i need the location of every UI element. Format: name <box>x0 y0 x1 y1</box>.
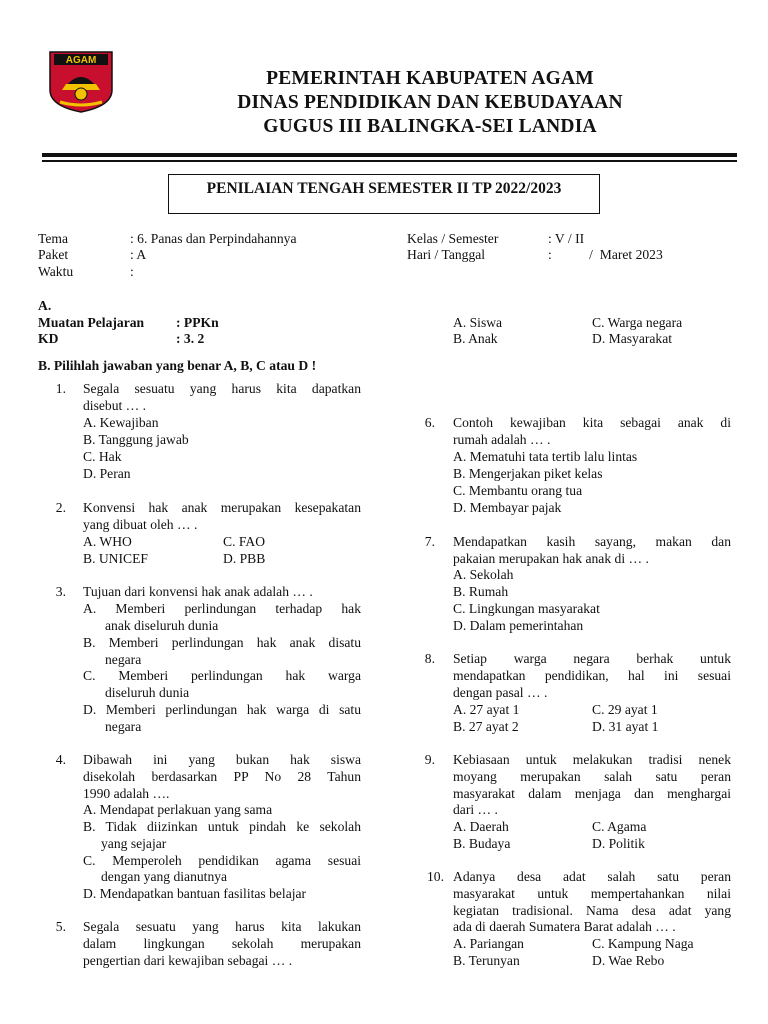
section-a-label: A. <box>38 298 52 313</box>
q4-option-b-line-1: B. Tidak diizinkan untuk pindah ke sekolah <box>83 819 361 834</box>
q2-option-a: A. WHO <box>83 534 132 549</box>
q2-option-c: C. FAO <box>223 534 266 549</box>
q9-option-c: C. Agama <box>592 819 647 834</box>
q3-option-a-line-1: A. Memberi perlindungan terhadap hak <box>83 601 361 616</box>
q1-option-d: D. Peran <box>83 466 131 481</box>
q9-line-3: masyarakat dalam menjaga dan menghargai <box>453 786 731 801</box>
q10-number: 10. <box>427 869 444 884</box>
q2-option-b: B. UNICEF <box>83 551 148 566</box>
q8-option-c: C. 29 ayat 1 <box>592 702 658 717</box>
q3-option-c-line-2: diseluruh dunia <box>105 685 190 700</box>
q6-number: 6. <box>424 415 435 430</box>
q4-option-c-line-2: dengan yang dianutnya <box>101 869 228 884</box>
q2-line-1: Konvensi hak anak merupakan kesepakatan <box>83 500 361 515</box>
logo-text: AGAM <box>65 55 97 66</box>
q6-option-c: C. Membantu orang tua <box>453 483 583 498</box>
muatan-value: : PPKn <box>176 315 219 330</box>
q5-option-d: D. Masyarakat <box>592 331 673 346</box>
hari-value: : / Maret 2023 <box>548 247 663 262</box>
kelas-label: Kelas / Semester <box>407 231 499 246</box>
q3-option-b-line-2: negara <box>105 652 142 667</box>
q4-line-3: 1990 adalah …. <box>83 786 170 801</box>
q3-line-1: Tujuan dari konvensi hak anak adalah … . <box>83 584 313 599</box>
q9-option-b: B. Budaya <box>453 836 511 851</box>
waktu-value: : <box>130 264 134 279</box>
q10-option-a: A. Pariangan <box>453 936 524 951</box>
q1-option-b: B. Tanggung jawab <box>83 432 189 447</box>
q7-option-d: D. Dalam pemerintahan <box>453 618 584 633</box>
q6-line-1: Contoh kewajiban kita sebagai anak di <box>453 415 731 430</box>
q3-option-a-line-2: anak diseluruh dunia <box>105 618 219 633</box>
muatan-label: Muatan Pelajaran <box>38 315 145 330</box>
q5-option-b: B. Anak <box>453 331 498 346</box>
q3-option-b-line-1: B. Memberi perlindungan hak anak disatu <box>83 635 361 650</box>
q9-line-2: moyang merupakan salah satu peran <box>453 769 731 784</box>
q7-line-1: Mendapatkan kasih sayang, makan dan <box>453 534 731 549</box>
q2-number: 2. <box>55 500 66 515</box>
q6-line-2: rumah adalah … . <box>453 432 551 447</box>
q10-option-d: D. Wae Rebo <box>592 953 665 968</box>
q5-option-c: C. Warga negara <box>592 315 683 330</box>
q2-line-2: yang dibuat oleh … . <box>83 517 198 532</box>
q4-option-d: D. Mendapatkan bantuan fasilitas belajar <box>83 886 307 901</box>
header-line-3: GUGUS III BALINGKA-SEI LANDIA <box>263 116 597 137</box>
q8-option-a: A. 27 ayat 1 <box>453 702 520 717</box>
kelas-value: : V / II <box>548 231 585 246</box>
q7-option-b: B. Rumah <box>453 584 509 599</box>
q7-option-c: C. Lingkungan masyarakat <box>453 601 600 616</box>
q7-number: 7. <box>424 534 435 549</box>
q9-option-a: A. Daerah <box>453 819 509 834</box>
q10-line-3: kegiatan tradisional. Nama desa adat yang <box>453 903 731 918</box>
q3-option-d-line-1: D. Memberi perlindungan hak warga di satu <box>83 702 361 717</box>
q4-option-c-line-1: C. Memperoleh pendidikan agama sesuai <box>83 853 361 868</box>
q2-option-d: D. PBB <box>223 551 266 566</box>
q1-line-2: disebut … . <box>83 398 147 413</box>
header-rule-thick <box>42 153 737 157</box>
q5-line-2: dalam lingkungan sekolah merupakan <box>83 936 361 951</box>
agam-logo <box>48 50 114 114</box>
q10-line-1: Adanya desa adat salah satu peran <box>453 869 731 884</box>
q5-option-a: A. Siswa <box>453 315 503 330</box>
exam-title: PENILAIAN TENGAH SEMESTER II TP 2022/2023 <box>206 180 562 197</box>
q10-line-2: masyarakat untuk mempertahankan nilai <box>453 886 731 901</box>
q8-line-3: dengan pasal … . <box>453 685 548 700</box>
q3-number: 3. <box>55 584 66 599</box>
q9-option-d: D. Politik <box>592 836 645 851</box>
q8-option-b: B. 27 ayat 2 <box>453 719 519 734</box>
waktu-label: Waktu <box>38 264 74 279</box>
q8-number: 8. <box>424 651 435 666</box>
q1-number: 1. <box>55 381 66 396</box>
paket-label: Paket <box>38 247 69 262</box>
q10-line-4: ada di daerah Sumatera Barat adalah … . <box>453 919 676 934</box>
q4-line-2: disekolah berdasarkan PP No 28 Tahun <box>83 769 361 784</box>
q5-line-3: pengertian dari kewajiban sebagai … . <box>83 953 293 968</box>
instruction: B. Pilihlah jawaban yang benar A, B, C atau D ! <box>38 358 317 373</box>
q4-option-a: A. Mendapat perlakuan yang sama <box>83 802 273 817</box>
q6-option-b: B. Mengerjakan piket kelas <box>453 466 603 481</box>
q3-option-d-line-2: negara <box>105 719 142 734</box>
q3-option-c-line-1: C. Memberi perlindungan hak warga <box>83 668 361 683</box>
q7-line-2: pakaian merupakan hak anak di … . <box>453 551 649 566</box>
tema-value: : 6. Panas dan Perpindahannya <box>130 231 297 246</box>
paket-value: : A <box>130 247 147 262</box>
kd-value: : 3. 2 <box>176 331 205 346</box>
q1-option-c: C. Hak <box>83 449 122 464</box>
q4-option-b-line-2: yang sejajar <box>101 836 167 851</box>
header-rule-thin <box>42 160 737 162</box>
q1-line-1: Segala sesuatu yang harus kita dapatkan <box>83 381 361 396</box>
q5-line-1: Segala sesuatu yang harus kita lakukan <box>83 919 361 934</box>
q1-option-a: A. Kewajiban <box>83 415 159 430</box>
q9-line-4: dari … . <box>453 802 498 817</box>
exam-title-box <box>168 174 600 214</box>
q8-line-2: mendapatkan pendidikan, hal ini sesuai <box>453 668 731 683</box>
q4-line-1: Dibawah ini yang bukan hak siswa <box>83 752 361 767</box>
q10-option-c: C. Kampung Naga <box>592 936 694 951</box>
q4-number: 4. <box>55 752 66 767</box>
q6-option-d: D. Membayar pajak <box>453 500 562 515</box>
header-line-1: PEMERINTAH KABUPATEN AGAM <box>266 68 594 89</box>
q9-number: 9. <box>424 752 435 767</box>
q10-option-b: B. Terunyan <box>453 953 520 968</box>
q8-line-1: Setiap warga negara berhak untuk <box>453 651 731 666</box>
q5-number: 5. <box>55 919 66 934</box>
q8-option-d: D. 31 ayat 1 <box>592 719 659 734</box>
q9-line-1: Kebiasaan untuk melakukan tradisi nenek <box>453 752 731 767</box>
hari-label: Hari / Tanggal <box>407 247 486 262</box>
tema-label: Tema <box>38 231 68 246</box>
q7-option-a: A. Sekolah <box>453 567 514 582</box>
q6-option-a: A. Mematuhi tata tertib lalu lintas <box>453 449 638 464</box>
kd-label: KD <box>38 331 59 346</box>
header-line-2: DINAS PENDIDIKAN DAN KEBUDAYAAN <box>237 92 623 113</box>
